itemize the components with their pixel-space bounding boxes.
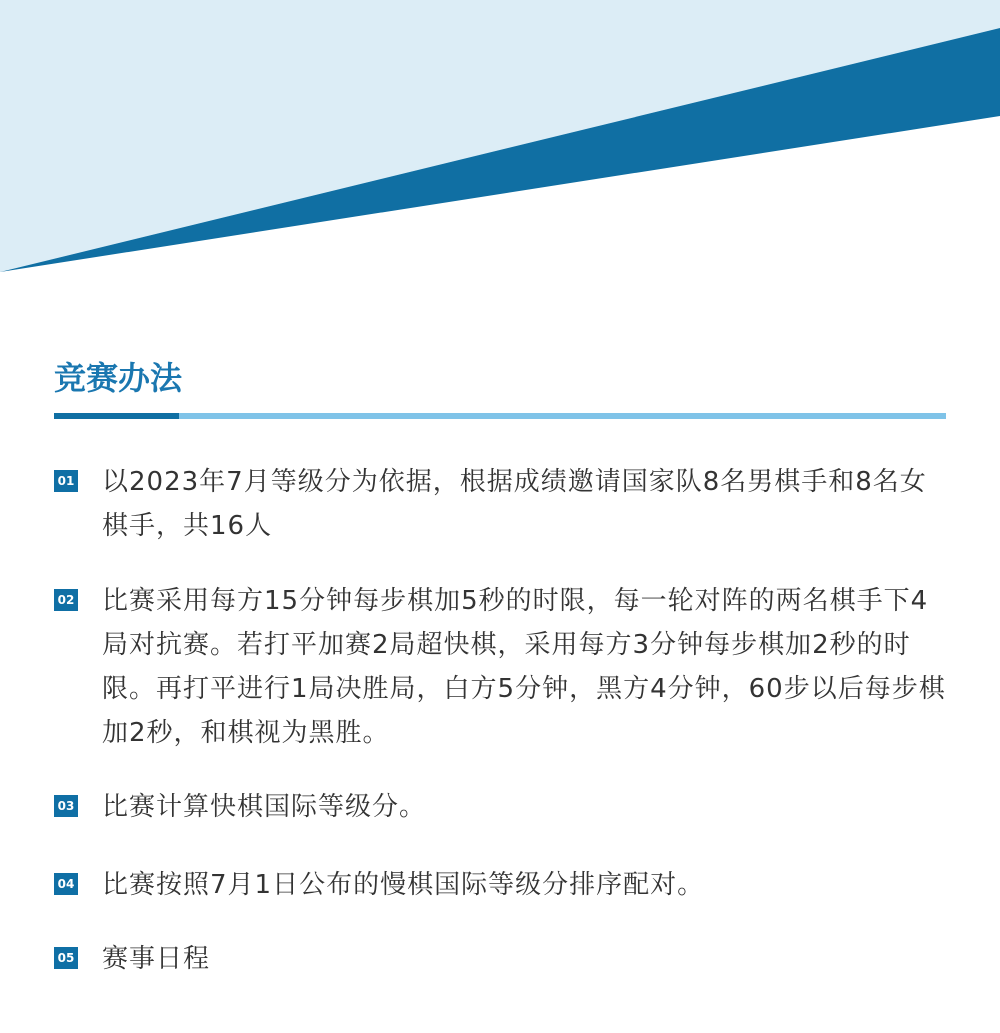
title-underline-track [179, 413, 946, 419]
section-title: 竞赛办法 [54, 359, 183, 397]
item-number-badge: 01 [54, 470, 78, 492]
item-text: 以2023年7月等级分为依据，根据成绩邀请国家队8名男棋手和8名女棋手，共16人 [102, 467, 927, 541]
item-number-badge: 05 [54, 947, 78, 969]
item-number-badge: 04 [54, 873, 78, 895]
item-number-badge: 03 [54, 795, 78, 817]
header-banner [0, 0, 1000, 280]
item-number-badge: 02 [54, 589, 78, 611]
item-text: 比赛按照7月1日公布的慢棋国际等级分排序配对。 [102, 870, 705, 900]
item-text: 比赛采用每方15分钟每步棋加5秒的时限，每一轮对阵的两名棋手下4局对抗赛。若打平加赛2局超快棋，采用每方3分钟每步棋加2秒的时限。再打平进行1局决胜局，白方5分钟，黑方4分钟，60步以后每步棋加2秒，和棋视为黑胜。 [102, 586, 946, 748]
item-text: 赛事日程 [102, 944, 211, 974]
title-underline-accent [54, 413, 179, 419]
title-underline [54, 413, 946, 419]
item-text: 比赛计算快棋国际等级分。 [102, 792, 427, 822]
